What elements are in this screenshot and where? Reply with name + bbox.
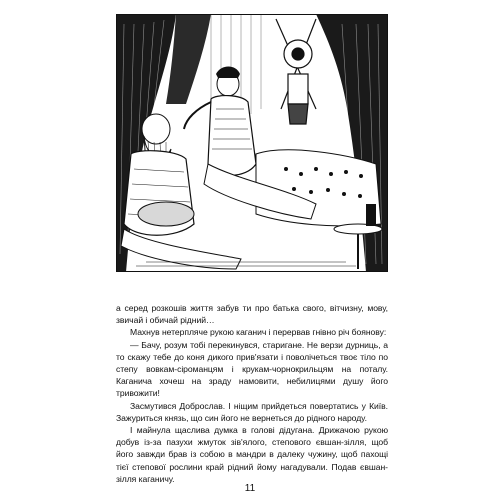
paragraph: Махнув нетерпляче рукою каганич і перервав гнівно річ боянову:: [130, 327, 387, 338]
body-text: [116, 302, 388, 485]
paragraph: Засмутився Доброслав. І ніщим прийдеться повертатись у Київ. Зажуриться князь, що син його не вернеться до рідного народу.: [116, 400, 388, 423]
paragraph: а серед розкошів життя забув ти про батька свого, вітчизну, мову, звичай і обичай рідний…: [116, 303, 388, 326]
paragraph: І майнула щаслива думка в голові дідугана. Дрижачою рукою добув із-за пазухи жмуток зів'ялого, степового євшан-зілля, щоб його завжди брав із собою в мандри в далеку чужину, щоб пахощі тієї степової рослини край рідний йому нагадували. Подав євшан-зілля каганичу.: [116, 425, 388, 484]
page-number: 11: [244, 483, 256, 494]
illustration-engraving: [116, 14, 388, 272]
paragraph: — Бачу, розум тобі перекинувся, старигане. Не верзи дурниць, а то скажу тебе до коня дикого прив'язати і поволічеться твоє тіло по степу вовкам-сіроманцям і крукам-чорнокрильцям на поталу. Каганича хочеш на зраду намовити, небилицями душу його тривожити!: [116, 339, 388, 399]
book-illustration: [116, 14, 388, 272]
bandura: [138, 202, 194, 226]
